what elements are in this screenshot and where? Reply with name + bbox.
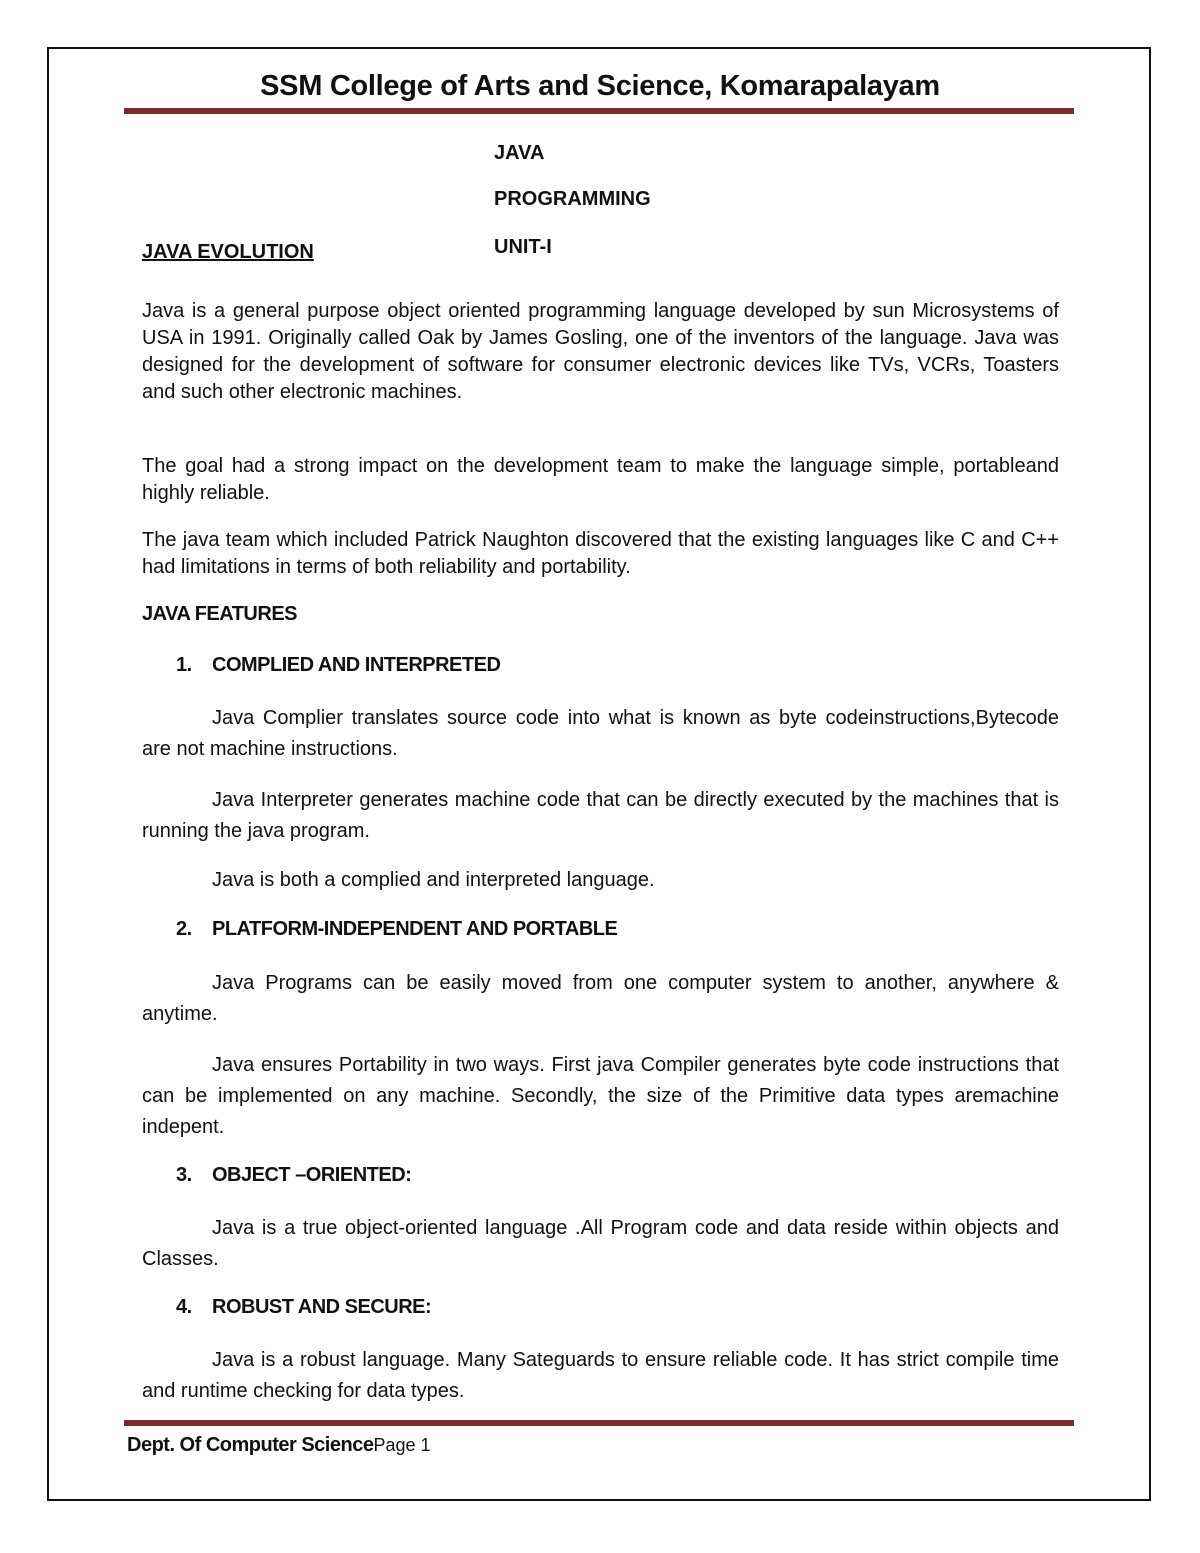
feature-2-paragraph-2: Java ensures Portability in two ways. First java Compiler generates byte code instructions that can be implemented on any machine. Secondly, the size of the Primitive data types aremachine indepent.: [142, 1054, 1059, 1138]
feature-title: OBJECT –ORIENTED:: [212, 1164, 412, 1186]
feature-1-paragraph-1: Java Complier translates source code into what is known as byte codeinstructions,Bytecode are not machine instructions.: [142, 707, 1059, 760]
evolution-paragraph-3: The java team which included Patrick Naughton discovered that the existing languages like C and C++ had limitations in terms of both reliability and portability.: [142, 529, 1059, 578]
feature-3-paragraph-1: Java is a true object-oriented language .All Program code and data reside within objects and Classes.: [142, 1217, 1059, 1270]
header-rule: [124, 108, 1074, 114]
title-programming: PROGRAMMING: [494, 188, 651, 210]
feature-heading-1: [176, 654, 500, 677]
evolution-paragraph-1: Java is a general purpose object oriented programming language developed by sun Microsystems of USA in 1991. Originally called Oak by James Gosling, one of the inventors of the language. Java was designed for the development of software for consumer electronic devices like TVs, VCRs, Toasters and such other electronic machines.: [142, 300, 1059, 403]
java-features-heading: JAVA FEATURES: [142, 603, 297, 625]
feature-title: PLATFORM-INDEPENDENT AND PORTABLE: [212, 918, 618, 940]
feature-1-paragraph-3: Java is both a complied and interpreted language.: [212, 869, 655, 891]
title-java: JAVA: [494, 142, 545, 164]
feature-number: 1.: [176, 654, 192, 676]
java-evolution-heading: JAVA EVOLUTION: [142, 241, 314, 263]
page-border: [47, 47, 1151, 1501]
feature-1-paragraph-2: Java Interpreter generates machine code that can be directly executed by the machines that is running the java program.: [142, 789, 1059, 842]
footer-page-number: Page 1: [373, 1435, 431, 1455]
feature-heading-2: [176, 918, 617, 941]
footer-department: Dept. Of Computer Science: [127, 1434, 374, 1456]
footer-rule: [124, 1420, 1074, 1426]
college-header: SSM College of Arts and Science, Komarapalayam: [260, 70, 940, 102]
feature-heading-3: [176, 1164, 411, 1187]
feature-title: COMPLIED AND INTERPRETED: [212, 654, 501, 676]
feature-number: 3.: [176, 1164, 192, 1186]
feature-number: 2.: [176, 918, 192, 940]
feature-4-paragraph-1: Java is a robust language. Many Sateguards to ensure reliable code. It has strict compile time and runtime checking for data types.: [142, 1349, 1059, 1402]
feature-number: 4.: [176, 1296, 192, 1318]
evolution-paragraph-2: The goal had a strong impact on the development team to make the language simple, portableand highly reliable.: [142, 455, 1059, 504]
page-footer: [127, 1434, 431, 1457]
feature-heading-4: [176, 1296, 431, 1319]
feature-2-paragraph-1: Java Programs can be easily moved from one computer system to another, anywhere & anytime.: [142, 972, 1059, 1025]
title-unit: UNIT-I: [494, 236, 552, 258]
feature-title: ROBUST AND SECURE:: [212, 1296, 432, 1318]
